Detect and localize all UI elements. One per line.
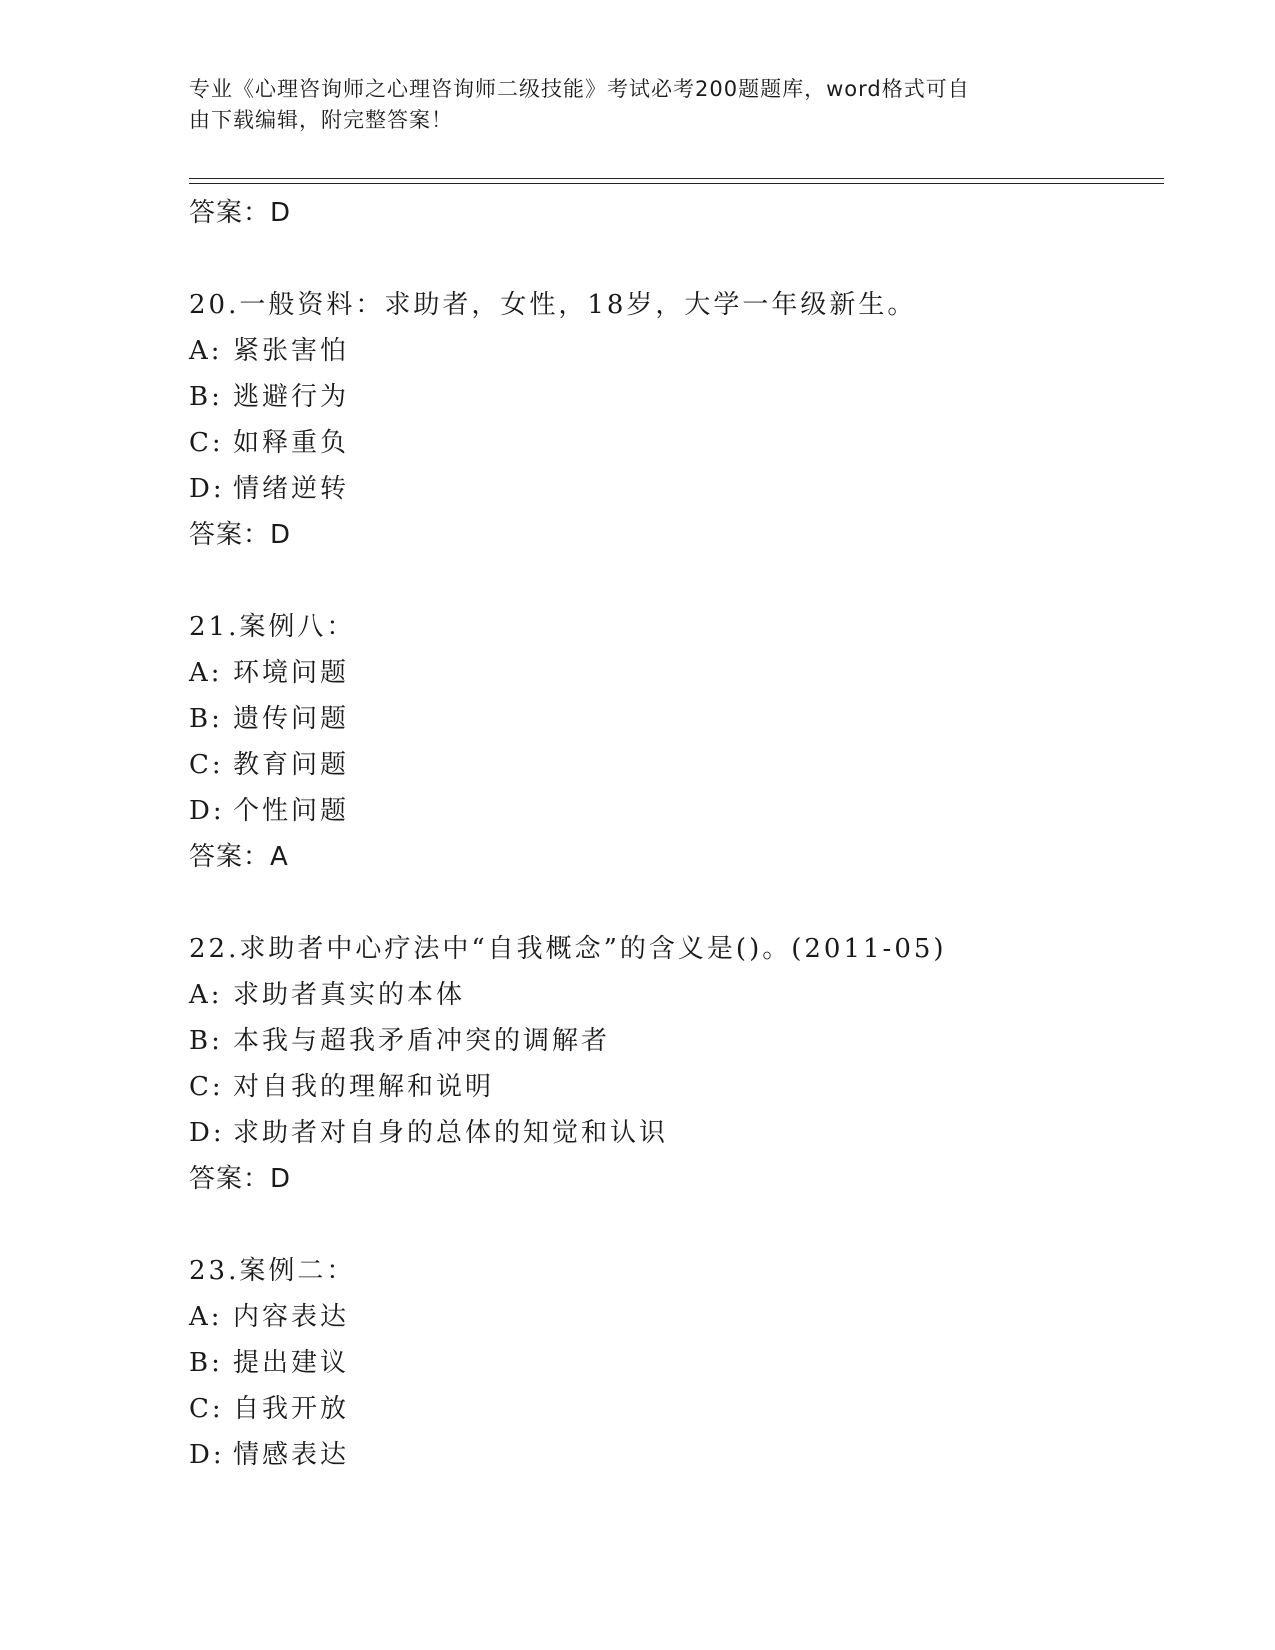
option-d bbox=[189, 788, 1169, 834]
answer-line: 答案：D bbox=[189, 1164, 292, 1194]
option-a bbox=[189, 1294, 1169, 1340]
question-stem: 20.一般资料：求助者，女性，18岁，大学一年级新生。 bbox=[189, 290, 917, 320]
option-c bbox=[189, 420, 1169, 466]
option-c bbox=[189, 1386, 1169, 1432]
option-a bbox=[189, 650, 1169, 696]
option-text: 内容表达 bbox=[233, 1302, 350, 1332]
option-text: 环境问题 bbox=[233, 658, 350, 688]
option-letter: C: bbox=[189, 428, 224, 458]
option-text: 情绪逆转 bbox=[233, 474, 350, 504]
option-letter: C: bbox=[189, 1072, 224, 1102]
option-c bbox=[189, 1064, 1169, 1110]
option-text: 求助者对自身的总体的知觉和认识 bbox=[233, 1118, 669, 1148]
answer-line: 答案：A bbox=[189, 842, 289, 872]
document-header bbox=[189, 74, 1079, 136]
option-letter: D: bbox=[189, 796, 225, 826]
option-text: 教育问题 bbox=[233, 750, 350, 780]
option-letter: B: bbox=[189, 1348, 223, 1378]
option-text: 紧张害怕 bbox=[233, 336, 350, 366]
option-d bbox=[189, 1432, 1169, 1478]
header-line-2: 由下载编辑，附完整答案！ bbox=[189, 108, 453, 132]
option-text: 逃避行为 bbox=[233, 382, 350, 412]
option-letter: D: bbox=[189, 1118, 225, 1148]
question-item bbox=[189, 604, 1169, 880]
option-letter: A: bbox=[189, 336, 223, 366]
option-text: 个性问题 bbox=[233, 796, 350, 826]
option-d bbox=[189, 1110, 1169, 1156]
option-b bbox=[189, 1340, 1169, 1386]
option-letter: C: bbox=[189, 750, 224, 780]
option-b bbox=[189, 696, 1169, 742]
option-text: 提出建议 bbox=[233, 1348, 350, 1378]
option-letter: A: bbox=[189, 658, 223, 688]
question-list bbox=[189, 190, 1169, 1478]
option-letter: A: bbox=[189, 980, 223, 1010]
option-d bbox=[189, 466, 1169, 512]
option-letter: C: bbox=[189, 1394, 224, 1424]
question-stem: 23.案例二： bbox=[189, 1256, 356, 1286]
option-b bbox=[189, 1018, 1169, 1064]
header-line-1: 专业《心理咨询师之心理咨询师二级技能》考试必考200题题库，word格式可自 bbox=[189, 77, 970, 101]
option-text: 遗传问题 bbox=[233, 704, 350, 734]
option-text: 自我开放 bbox=[233, 1394, 350, 1424]
option-letter: A: bbox=[189, 1302, 223, 1332]
option-a bbox=[189, 328, 1169, 374]
question-item bbox=[189, 926, 1169, 1202]
option-b bbox=[189, 374, 1169, 420]
option-text: 如释重负 bbox=[233, 428, 350, 458]
question-item bbox=[189, 1248, 1169, 1478]
option-letter: D: bbox=[189, 1440, 225, 1470]
answer-line: 答案：D bbox=[189, 520, 292, 550]
header-divider-bottom bbox=[189, 183, 1164, 184]
option-text: 情感表达 bbox=[233, 1440, 350, 1470]
option-letter: B: bbox=[189, 382, 223, 412]
option-a bbox=[189, 972, 1169, 1018]
answer-line: 答案：D bbox=[189, 198, 292, 228]
option-letter: B: bbox=[189, 1026, 223, 1056]
option-text: 求助者真实的本体 bbox=[233, 980, 466, 1010]
question-stem: 21.案例八： bbox=[189, 612, 356, 642]
question-item bbox=[189, 282, 1169, 558]
option-letter: D: bbox=[189, 474, 225, 504]
option-text: 本我与超我矛盾冲突的调解者 bbox=[233, 1026, 611, 1056]
option-text: 对自我的理解和说明 bbox=[233, 1072, 495, 1102]
header-divider-top bbox=[189, 178, 1164, 179]
option-c bbox=[189, 742, 1169, 788]
option-letter: B: bbox=[189, 704, 223, 734]
question-stem: 22.求助者中心疗法中“自我概念”的含义是()。(2011-05) bbox=[189, 934, 947, 964]
